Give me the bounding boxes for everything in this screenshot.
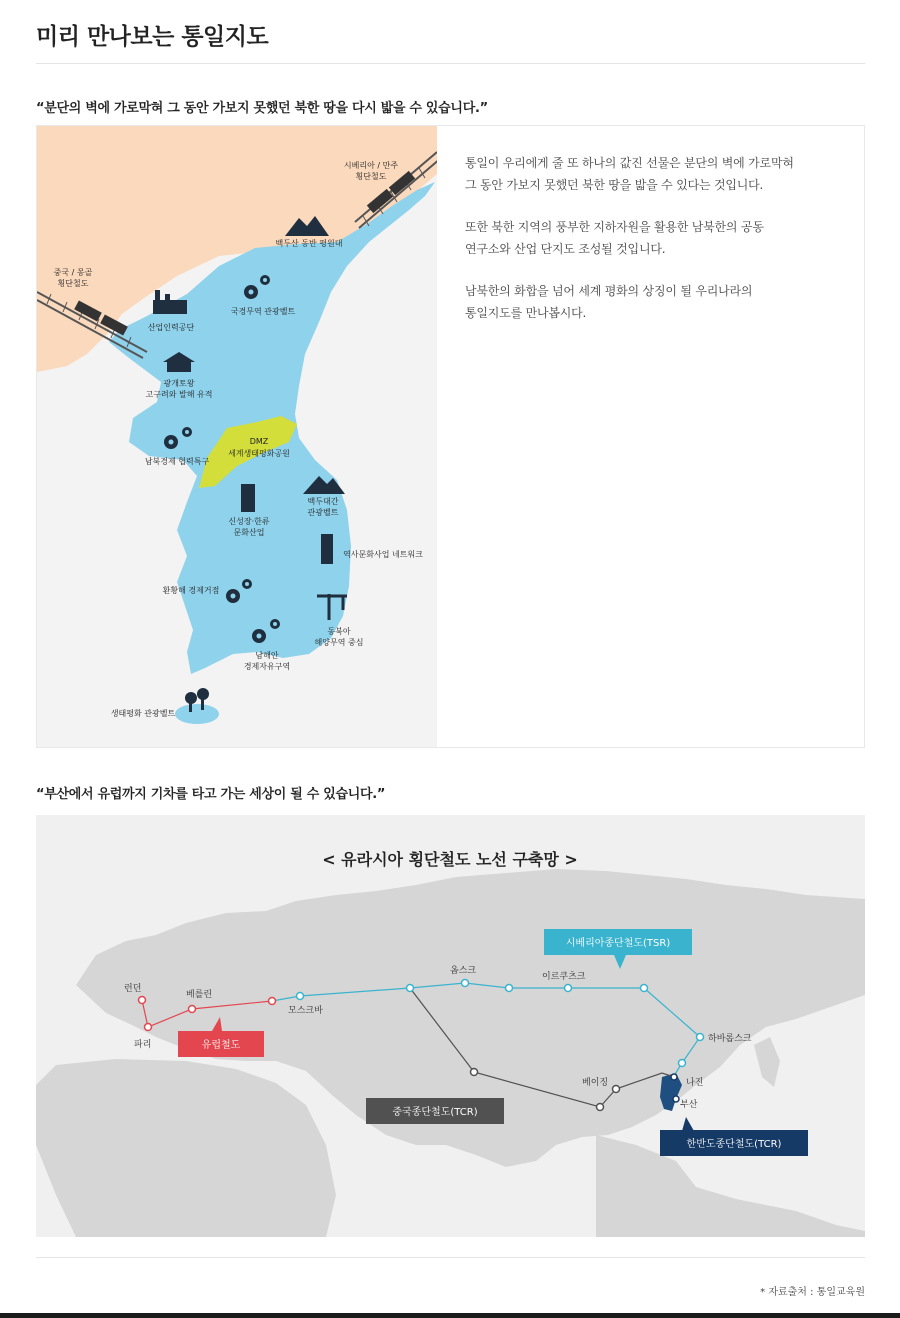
label-growth: 신성장·한류 <box>228 517 270 526</box>
map-label: 한반도종단철도(TCR) <box>686 1139 782 1150</box>
map-title: < 유라시아 횡단철도 노선 구축망 > <box>322 850 578 869</box>
city-khabarovsk: 하바롭스크 <box>708 1034 752 1044</box>
label-inter-korea: 남북경제 협력특구 <box>144 457 210 466</box>
station-moscow <box>297 993 304 1000</box>
label-baekdu: 백두산 동반 평원대 <box>275 239 343 248</box>
station-omsk <box>462 980 469 987</box>
label-yellow-sea: 환황해 경제거점 <box>162 586 220 595</box>
label-china-rail: 중국 / 몽골 <box>53 268 93 277</box>
description-paragraph-1: 통일이 우리에게 줄 또 하나의 값진 선물은 분단의 벽에 가로막혀 그 동안 가보지 못했던 북한 땅을 밟을 수 있다는 것입니다. <box>465 156 794 192</box>
page-title: 미리 만나보는 통일지도 <box>36 24 269 50</box>
source-note: * 자료출처 : 통일교육원 <box>760 1287 865 1298</box>
map-label: 횡단철도 <box>57 279 89 288</box>
city-beijing: 베이징 <box>582 1078 609 1088</box>
map-label: 해양무역 중심 <box>314 638 364 647</box>
station-khabarovsk <box>697 1034 704 1041</box>
map-label: 경제자유구역 <box>243 662 291 671</box>
eurasia-railway-map <box>36 815 865 1237</box>
station-irkutsk <box>565 985 572 992</box>
map-label: 횡단철도 <box>355 172 387 181</box>
station-busan <box>673 1096 679 1102</box>
station-najin <box>679 1060 686 1067</box>
label-history: 역사문화사업 네트워크 <box>343 550 423 559</box>
station-beijing <box>613 1086 620 1093</box>
station-london <box>139 997 146 1004</box>
label-kaesong: 광개토왕 <box>163 379 195 388</box>
map-label: 세계생태평화공원 <box>228 449 290 458</box>
section-2-quote: “부산에서 유럽까지 기차를 타고 가는 세상이 될 수 있습니다.” <box>36 787 386 802</box>
city-najin: 나진 <box>686 1078 704 1088</box>
bottom-divider <box>36 1257 865 1258</box>
map-label: 고구려와 발해 유적 <box>145 390 213 399</box>
station-paris <box>145 1024 152 1031</box>
label-industry: 산업인력공단 <box>147 323 195 332</box>
map-label: 관광벨트 <box>307 508 339 517</box>
factory-icon <box>153 290 187 314</box>
description-paragraph-3: 남북한의 화합을 넘어 세계 평화의 상징이 될 우리나라의 통일지도를 만나봅시다. <box>465 284 753 320</box>
city-irkutsk: 이르쿠츠크 <box>542 972 586 982</box>
city-moscow: 모스크바 <box>288 1006 323 1016</box>
station-berlin <box>189 1006 196 1013</box>
label-eco-belt: 생태평화 관광벨트 <box>110 709 176 718</box>
unification-map-panel <box>36 125 865 748</box>
korea-unification-map <box>37 126 437 747</box>
map-label: 시베리아종단철도(TSR) <box>565 938 671 949</box>
label-baekdu-daegan: 백두대간 <box>307 497 339 506</box>
label-siberia-rail: 시베리아 / 만주 <box>343 161 399 170</box>
description-paragraph-2: 또한 북한 지역의 풍부한 지하자원을 활용한 남북한의 공동 연구소와 산업 단지도 조성될 것입니다. <box>465 220 764 256</box>
city-busan: 부산 <box>680 1100 698 1110</box>
jeju-island <box>175 704 219 724</box>
city-berlin: 베를린 <box>186 990 213 1000</box>
map-label: 유럽철도 <box>201 1040 241 1051</box>
map-description <box>465 152 835 344</box>
label-trade-belt: 국경무역 관광벨트 <box>230 307 296 316</box>
tkr-route-badge <box>660 1117 808 1156</box>
map-label: 중국종단철도(TCR) <box>392 1107 478 1118</box>
label-dmz: DMZ <box>249 437 269 446</box>
city-london: 런던 <box>124 984 142 994</box>
label-northeast-asia: 동북아 <box>327 627 351 636</box>
map-label: 문화산업 <box>233 528 265 537</box>
section-1-quote: “분단의 벽에 가로막혀 그 동안 가보지 못했던 북한 땅을 다시 밟을 수 있습니다.” <box>36 101 488 116</box>
label-south-coast: 남해안 <box>255 651 279 660</box>
eurasia-landmass <box>36 869 865 1237</box>
city-omsk: 옴스크 <box>450 966 477 976</box>
bottom-bar <box>0 1313 900 1318</box>
station-warsaw <box>269 998 276 1005</box>
title-divider <box>36 63 865 64</box>
city-paris: 파리 <box>134 1040 152 1050</box>
tcr-route-badge <box>366 1098 504 1124</box>
